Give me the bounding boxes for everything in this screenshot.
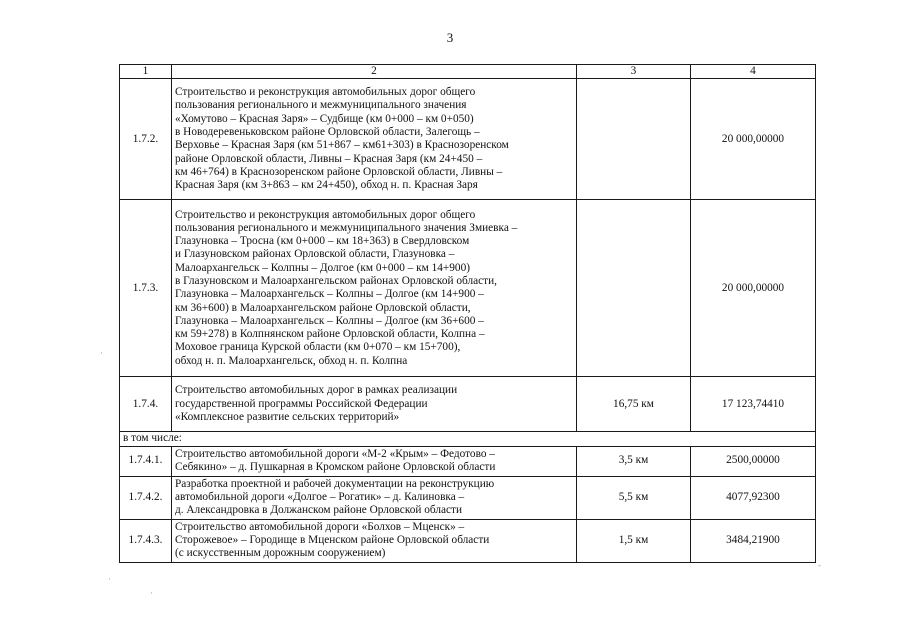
description-line: государственной программы Российской Федерации bbox=[175, 397, 428, 410]
description-line: Строительство и реконструкция автомобильных дорог общего bbox=[175, 208, 476, 221]
row-amount: 20 000,00000 bbox=[691, 79, 816, 200]
row-description bbox=[172, 200, 577, 377]
description-line: обход н. п. Малоархангельск, обход н. п. Колпна bbox=[175, 354, 408, 367]
table-row bbox=[120, 446, 816, 476]
table-row bbox=[120, 79, 816, 200]
row-number: 1.7.4. bbox=[120, 377, 172, 432]
table-row bbox=[120, 519, 816, 562]
row-description bbox=[172, 79, 577, 200]
description-line: районе Орловской области, Ливны – Красная Заря (км 24+450 – bbox=[175, 152, 483, 165]
subheading-label: в том числе: bbox=[120, 432, 816, 446]
description-line: км 59+278) в Колпнянском районе Орловской области, Колпна – bbox=[175, 328, 485, 341]
row-description bbox=[172, 519, 577, 562]
row-length bbox=[577, 200, 691, 377]
description-line: Строительство и реконструкция автомобильных дорог общего bbox=[175, 86, 476, 99]
description-line: Красная Заря (км 3+863 – км 24+450), обход н. п. Красная Заря bbox=[175, 179, 478, 192]
row-description bbox=[172, 446, 577, 476]
row-length: 3,5 км bbox=[577, 446, 691, 476]
column-header-3: 3 bbox=[577, 65, 691, 79]
description-line: в Глазуновском и Малоархангельском районах Орловской области, bbox=[175, 275, 497, 287]
column-header-1: 1 bbox=[120, 65, 172, 79]
description-line: Сторожевое» – Городище в Мценском районе Орловской области bbox=[175, 533, 490, 546]
row-length: 5,5 км bbox=[577, 476, 691, 519]
scan-speck: · bbox=[100, 348, 103, 358]
description-line: автомобильной дороги «Долгое – Рогатик» – д. Калиновка – bbox=[175, 490, 465, 503]
row-length: 1,5 км bbox=[577, 519, 691, 562]
row-description bbox=[172, 377, 577, 432]
description-line: (с искусственным дорожным сооружением) bbox=[175, 547, 386, 560]
road-construction-table bbox=[119, 64, 816, 563]
row-number: 1.7.4.3. bbox=[120, 519, 172, 562]
row-number: 1.7.4.1. bbox=[120, 446, 172, 476]
row-amount: 17 123,74410 bbox=[691, 377, 816, 432]
description-line: Глазуновка – Малоархангельск – Колпны – Долгое (км 36+600 – bbox=[175, 314, 484, 327]
scan-speck: - bbox=[818, 560, 821, 570]
row-number: 1.7.3. bbox=[120, 200, 172, 377]
row-amount: 2500,00000 bbox=[691, 446, 816, 476]
description-line: Себякино» – д. Пушкарная в Кромском районе Орловской области bbox=[175, 461, 496, 474]
description-line: Разработка проектной и рабочей документации на реконструкцию bbox=[175, 477, 495, 490]
description-line: км 46+764) в Краснозоренском районе Орловской области, Ливны – bbox=[175, 165, 503, 178]
row-description bbox=[172, 476, 577, 519]
description-line: в Новодеревеньковском районе Орловской области, Залегощь – bbox=[175, 126, 480, 138]
column-header-2: 2 bbox=[172, 65, 577, 79]
description-line: км 36+600) в Малоархангельском районе Орловской области, bbox=[175, 301, 471, 314]
description-line: Глазуновка – Тросна (км 0+000 – км 18+363) в Свердловском bbox=[175, 235, 470, 248]
description-line: пользования регионального и межмуниципального значения Змиевка – bbox=[175, 221, 518, 234]
scan-speck: · bbox=[108, 574, 111, 584]
description-line: д. Александровка в Должанском районе Орловской области bbox=[175, 504, 463, 517]
description-line: и Глазуновском районах Орловской области, Глазуновка – bbox=[175, 248, 455, 261]
scan-speck: · bbox=[150, 588, 153, 598]
description-line: Малоархангельск – Колпны – Долгое (км 0+000 – км 14+900) bbox=[175, 261, 470, 274]
description-line: «Хомутово – Красная Заря» – Судбище (км 0+000 – км 0+050) bbox=[175, 112, 474, 125]
row-amount: 3484,21900 bbox=[691, 519, 816, 562]
table-row bbox=[120, 377, 816, 432]
column-number-header-row bbox=[120, 65, 816, 79]
page-number: 3 bbox=[446, 30, 454, 45]
description-line: Строительство автомобильных дорог в рамках реализации bbox=[175, 384, 458, 397]
description-line: Строительство автомобильной дороги «Болхов – Мценск» – bbox=[175, 520, 465, 533]
description-line: Моховое граница Курской области (км 0+070 – км 15+700), bbox=[175, 341, 461, 354]
description-line: Строительство автомобильной дороги «М-2 «Крым» – Федотово – bbox=[175, 447, 495, 460]
description-line: Глазуновка – Малоархангельск – Колпны – Долгое (км 14+900 – bbox=[175, 288, 484, 301]
description-line: пользования регионального и межмуниципального значения bbox=[175, 99, 467, 112]
row-amount: 4077,92300 bbox=[691, 476, 816, 519]
row-number: 1.7.2. bbox=[120, 79, 172, 200]
description-line: Верховье – Красная Заря (км 51+867 – км61+303) в Краснозоренском bbox=[175, 139, 509, 152]
table-row bbox=[120, 476, 816, 519]
row-number: 1.7.4.2. bbox=[120, 476, 172, 519]
row-length bbox=[577, 79, 691, 200]
column-header-4: 4 bbox=[691, 65, 816, 79]
row-amount: 20 000,00000 bbox=[691, 200, 816, 377]
table-row bbox=[120, 200, 816, 377]
description-line: «Комплексное развитие сельских территорий» bbox=[175, 410, 400, 423]
subheading-row bbox=[120, 432, 816, 446]
row-length: 16,75 км bbox=[577, 377, 691, 432]
